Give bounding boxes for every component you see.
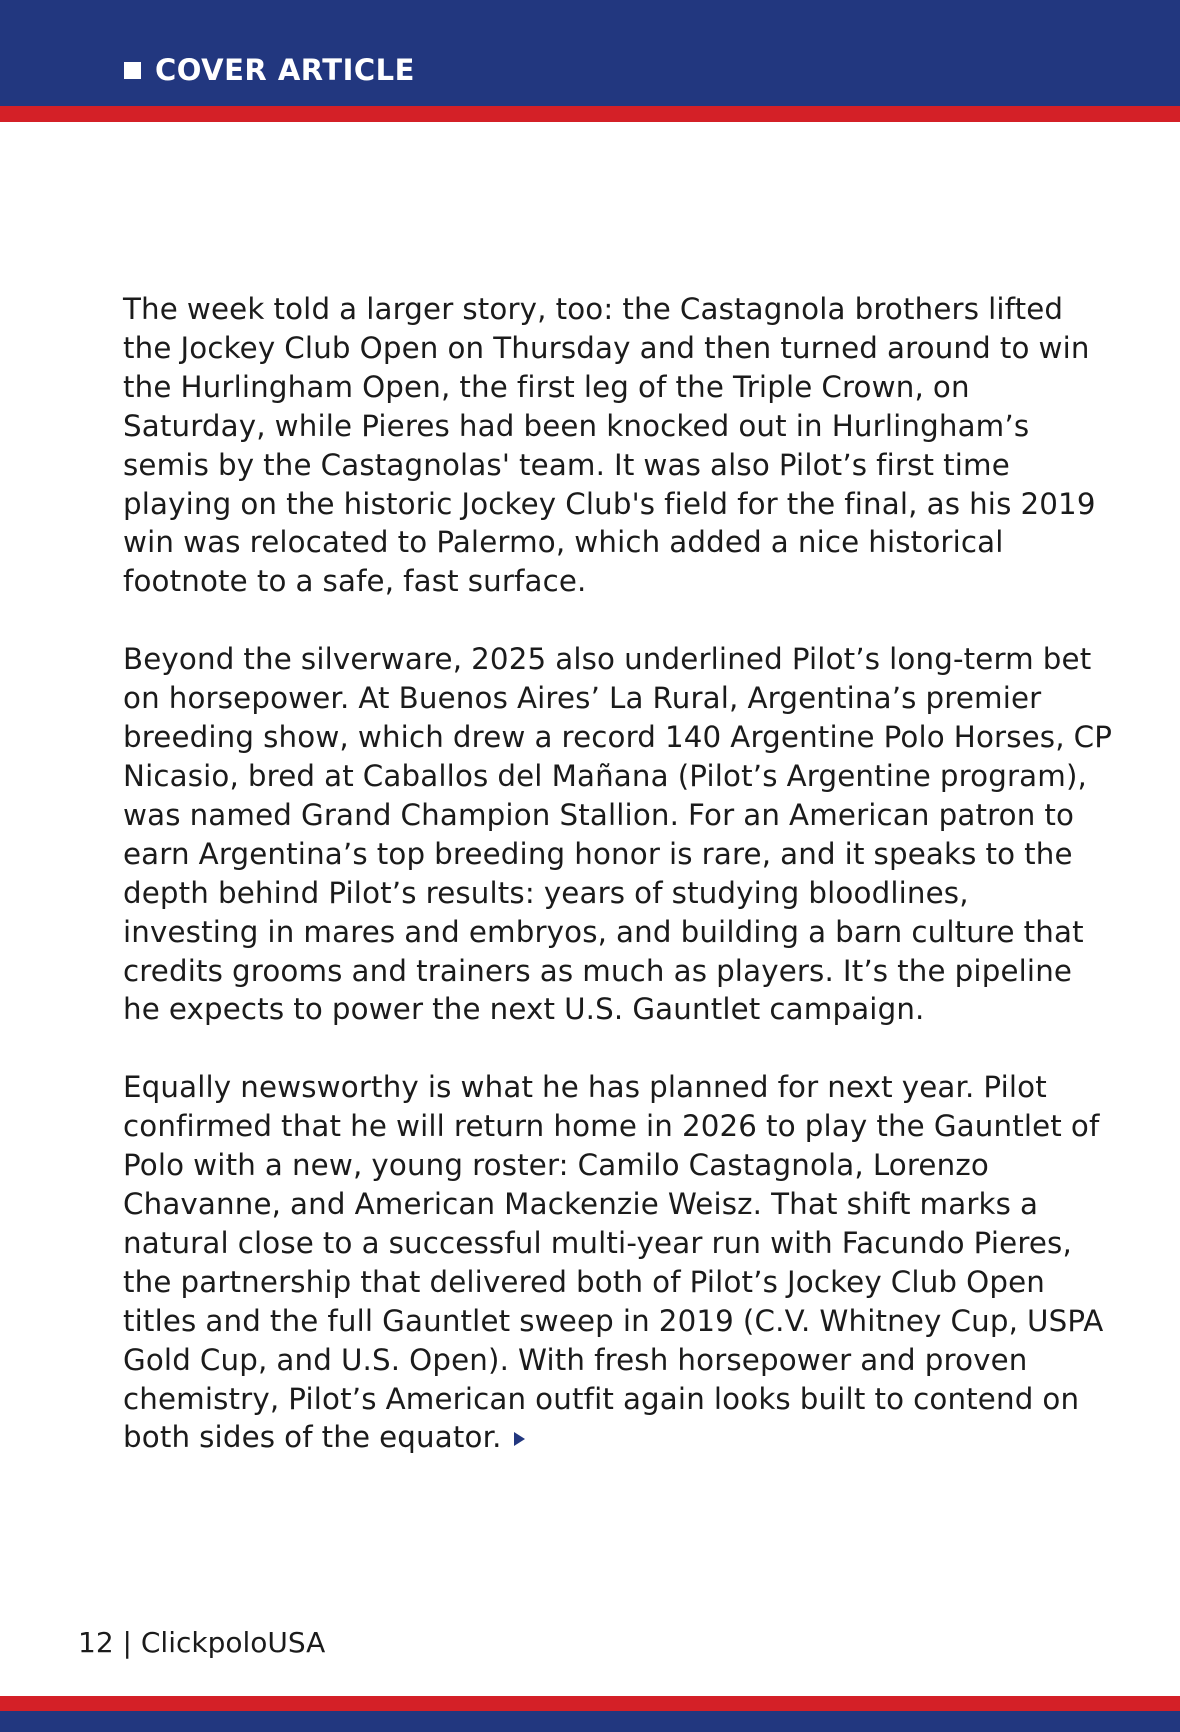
article-paragraph: Beyond the silverware, 2025 also underlined Pilot’s long-term bet on horsepower. At Buenos Aires’ La Rural, Argentina’s premier breeding show, which drew a record 140 Argentine Polo Horses, CP Nicasio, bred at Caballos del Mañana (Pilot’s Argentine program), was named Grand Champion Stallion. For an American patron to earn Argentina’s top breeding honor is rare, and it speaks to the depth behind Pilot’s results: years of studying bloodlines, investing in mares and embryos, and building a barn culture that credits grooms and trainers as much as players. It’s the pipeline he expects to power the next U.S. Gauntlet campaign. <box>123 642 1113 1027</box>
footer-bar <box>0 1711 1180 1732</box>
end-of-article-arrow-icon <box>514 1432 525 1446</box>
section-label <box>124 52 415 88</box>
square-icon <box>124 62 141 79</box>
footer-red-stripe <box>0 1696 1180 1711</box>
article-body <box>123 290 1113 1496</box>
article-paragraph-last <box>123 1068 1113 1457</box>
article-paragraph-text: Equally newsworthy is what he has planned for next year. Pilot confirmed that he will return home in 2026 to play the Gauntlet of Polo with a new, young roster: Camilo Castagnola, Lorenzo Chavanne, and American Mackenzie Weisz. That shift marks a natural close to a successful multi-year run with Facundo Pieres, the partnership that delivered both of Pilot’s Jockey Club Open titles and the full Gauntlet sweep in 2019 (C.V. Whitney Cup, USPA Gold Cup, and U.S. Open). With fresh horsepower and proven chemistry, Pilot’s American outfit again looks built to contend on both sides of the equator. <box>123 1070 1104 1455</box>
section-label-text: COVER ARTICLE <box>155 53 415 87</box>
page-number-label: 12 | ClickpoloUSA <box>78 1626 326 1659</box>
header-red-stripe <box>0 106 1180 122</box>
article-paragraph: The week told a larger story, too: the Castagnola brothers lifted the Jockey Club Open on Thursday and then turned around to win the Hurlingham Open, the first leg of the Triple Crown, on Saturday, while Pieres had been knocked out in Hurlingham’s semis by the Castagnolas' team. It was also Pilot’s first time playing on the historic Jockey Club's field for the final, as his 2019 win was relocated to Palermo, which added a nice historical footnote to a safe, fast surface. <box>123 292 1096 599</box>
